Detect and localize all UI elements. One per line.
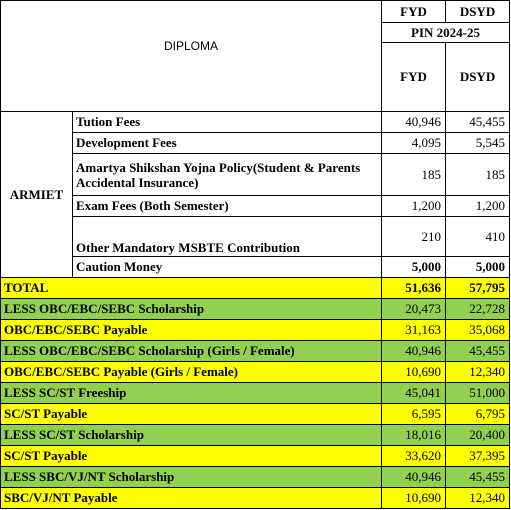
fee-fyd: 1,200 — [382, 196, 446, 217]
fee-label: Development Fees — [73, 133, 382, 154]
fee-dsyd: 185 — [446, 154, 510, 196]
col-dsyd: DSYD — [446, 43, 510, 112]
diploma-heading: DIPLOMA — [1, 1, 382, 112]
summary-row — [1, 362, 510, 383]
fee-dsyd: 5,000 — [446, 257, 510, 278]
summary-dsyd: 35,068 — [446, 320, 510, 341]
summary-row — [1, 320, 510, 341]
fee-label: Exam Fees (Both Semester) — [73, 196, 382, 217]
fee-dsyd: 45,455 — [446, 112, 510, 133]
total-row — [1, 278, 510, 299]
summary-label: LESS OBC/EBC/SEBC Scholarship (Girls / Female) — [1, 341, 382, 362]
summary-label: LESS SBC/VJ/NT Scholarship — [1, 467, 382, 488]
summary-label: LESS OBC/EBC/SEBC Scholarship — [1, 299, 382, 320]
summary-row — [1, 383, 510, 404]
fee-row — [1, 257, 510, 278]
fee-row — [1, 196, 510, 217]
summary-dsyd: 22,728 — [446, 299, 510, 320]
summary-row — [1, 404, 510, 425]
fee-label: Amartya Shikshan Yojna Policy(Student & Parents Accidental Insurance) — [73, 154, 382, 196]
summary-dsyd: 6,795 — [446, 404, 510, 425]
summary-row — [1, 467, 510, 488]
fee-dsyd: 410 — [446, 217, 510, 257]
summary-fyd: 20,473 — [382, 299, 446, 320]
summary-label: OBC/EBC/SEBC Payable (Girls / Female) — [1, 362, 382, 383]
summary-row — [1, 488, 510, 509]
summary-row — [1, 425, 510, 446]
fee-fyd: 40,946 — [382, 112, 446, 133]
summary-dsyd: 45,455 — [446, 341, 510, 362]
fee-label: Other Mandatory MSBTE Contribution — [73, 217, 382, 257]
fee-fyd: 185 — [382, 154, 446, 196]
summary-fyd: 40,946 — [382, 467, 446, 488]
fee-row — [1, 112, 510, 133]
summary-dsyd: 57,795 — [446, 278, 510, 299]
summary-fyd: 6,595 — [382, 404, 446, 425]
header-row-top — [1, 1, 510, 23]
col-fyd: FYD — [382, 43, 446, 112]
fee-fyd: 4,095 — [382, 133, 446, 154]
summary-fyd: 51,636 — [382, 278, 446, 299]
summary-label: SC/ST Payable — [1, 446, 382, 467]
summary-dsyd: 20,400 — [446, 425, 510, 446]
summary-label: LESS SC/ST Scholarship — [1, 425, 382, 446]
summary-row — [1, 299, 510, 320]
summary-dsyd: 45,455 — [446, 467, 510, 488]
fee-label: Caution Money — [73, 257, 382, 278]
summary-label: SC/ST Payable — [1, 404, 382, 425]
fee-row — [1, 154, 510, 196]
summary-dsyd: 12,340 — [446, 488, 510, 509]
summary-label: TOTAL — [1, 278, 382, 299]
summary-label: OBC/EBC/SEBC Payable — [1, 320, 382, 341]
summary-dsyd: 51,000 — [446, 383, 510, 404]
summary-fyd: 31,163 — [382, 320, 446, 341]
fee-fyd: 5,000 — [382, 257, 446, 278]
fee-row — [1, 217, 510, 257]
summary-fyd: 33,620 — [382, 446, 446, 467]
summary-fyd: 40,946 — [382, 341, 446, 362]
summary-label: SBC/VJ/NT Payable — [1, 488, 382, 509]
summary-row — [1, 341, 510, 362]
summary-row — [1, 446, 510, 467]
institute-label: ARMIET — [1, 112, 73, 278]
col-dsyd-top: DSYD — [446, 1, 510, 23]
summary-dsyd: 37,395 — [446, 446, 510, 467]
fee-row — [1, 133, 510, 154]
col-fyd-top: FYD — [382, 1, 446, 23]
fee-dsyd: 1,200 — [446, 196, 510, 217]
fee-fyd: 210 — [382, 217, 446, 257]
summary-dsyd: 12,340 — [446, 362, 510, 383]
fee-dsyd: 5,545 — [446, 133, 510, 154]
summary-fyd: 18,016 — [382, 425, 446, 446]
pin-heading: PIN 2024-25 — [382, 23, 510, 43]
summary-label: LESS SC/ST Freeship — [1, 383, 382, 404]
summary-fyd: 10,690 — [382, 362, 446, 383]
summary-fyd: 10,690 — [382, 488, 446, 509]
fee-label: Tution Fees — [73, 112, 382, 133]
summary-fyd: 45,041 — [382, 383, 446, 404]
